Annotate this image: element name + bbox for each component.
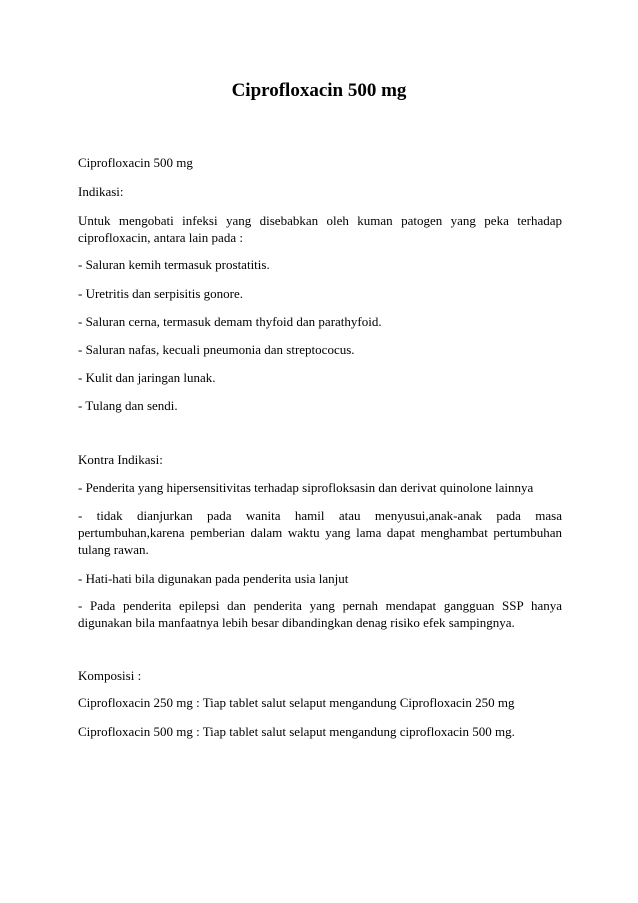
document-title: Ciprofloxacin 500 mg xyxy=(231,80,407,101)
indication-item: - Uretritis dan serpisitis gonore. xyxy=(78,286,243,301)
indication-item: - Saluran kemih termasuk prostatitis. xyxy=(78,257,270,272)
indication-item: - Tulang dan sendi. xyxy=(78,398,178,413)
contraindication-item: - Hati-hati bila digunakan pada penderita usia lanjut xyxy=(78,571,349,586)
contraindication-item: - tidak dianjurkan pada wanita hamil atau menyusui,anak-anak pada masa pertumbuhan,karena pemberian dalam waktu yang lama dapat menghambat pertumbuhan tulang rawan. xyxy=(78,508,562,557)
document-subtitle: Ciprofloxacin 500 mg xyxy=(78,155,193,170)
composition-item: Ciprofloxacin 250 mg : Tiap tablet salut selaput mengandung Ciprofloxacin 250 mg xyxy=(78,695,515,710)
contraindication-item: - Pada penderita epilepsi dan penderita yang pernah mendapat gangguan SSP hanya digunakan bila manfaatnya lebih besar dibandingkan denag risiko efek sampingnya. xyxy=(78,598,562,630)
indication-item: - Saluran nafas, kecuali pneumonia dan streptococus. xyxy=(78,342,355,357)
indication-item: - Saluran cerna, termasuk demam thyfoid dan parathyfoid. xyxy=(78,314,382,329)
contraindications-heading: Kontra Indikasi: xyxy=(78,452,163,467)
composition-item: Ciprofloxacin 500 mg : Tiap tablet salut selaput mengandung ciprofloxacin 500 mg. xyxy=(78,724,515,739)
indications-heading: Indikasi: xyxy=(78,184,124,199)
indication-item: - Kulit dan jaringan lunak. xyxy=(78,370,216,385)
composition-heading: Komposisi : xyxy=(78,668,142,683)
contraindication-item: - Penderita yang hipersensitivitas terhadap siprofloksasin dan derivat quinolone lainnya xyxy=(78,480,534,495)
indications-intro: Untuk mengobati infeksi yang disebabkan oleh kuman patogen yang peka terhadap ciprofloxacin, antara lain pada : xyxy=(78,213,562,245)
